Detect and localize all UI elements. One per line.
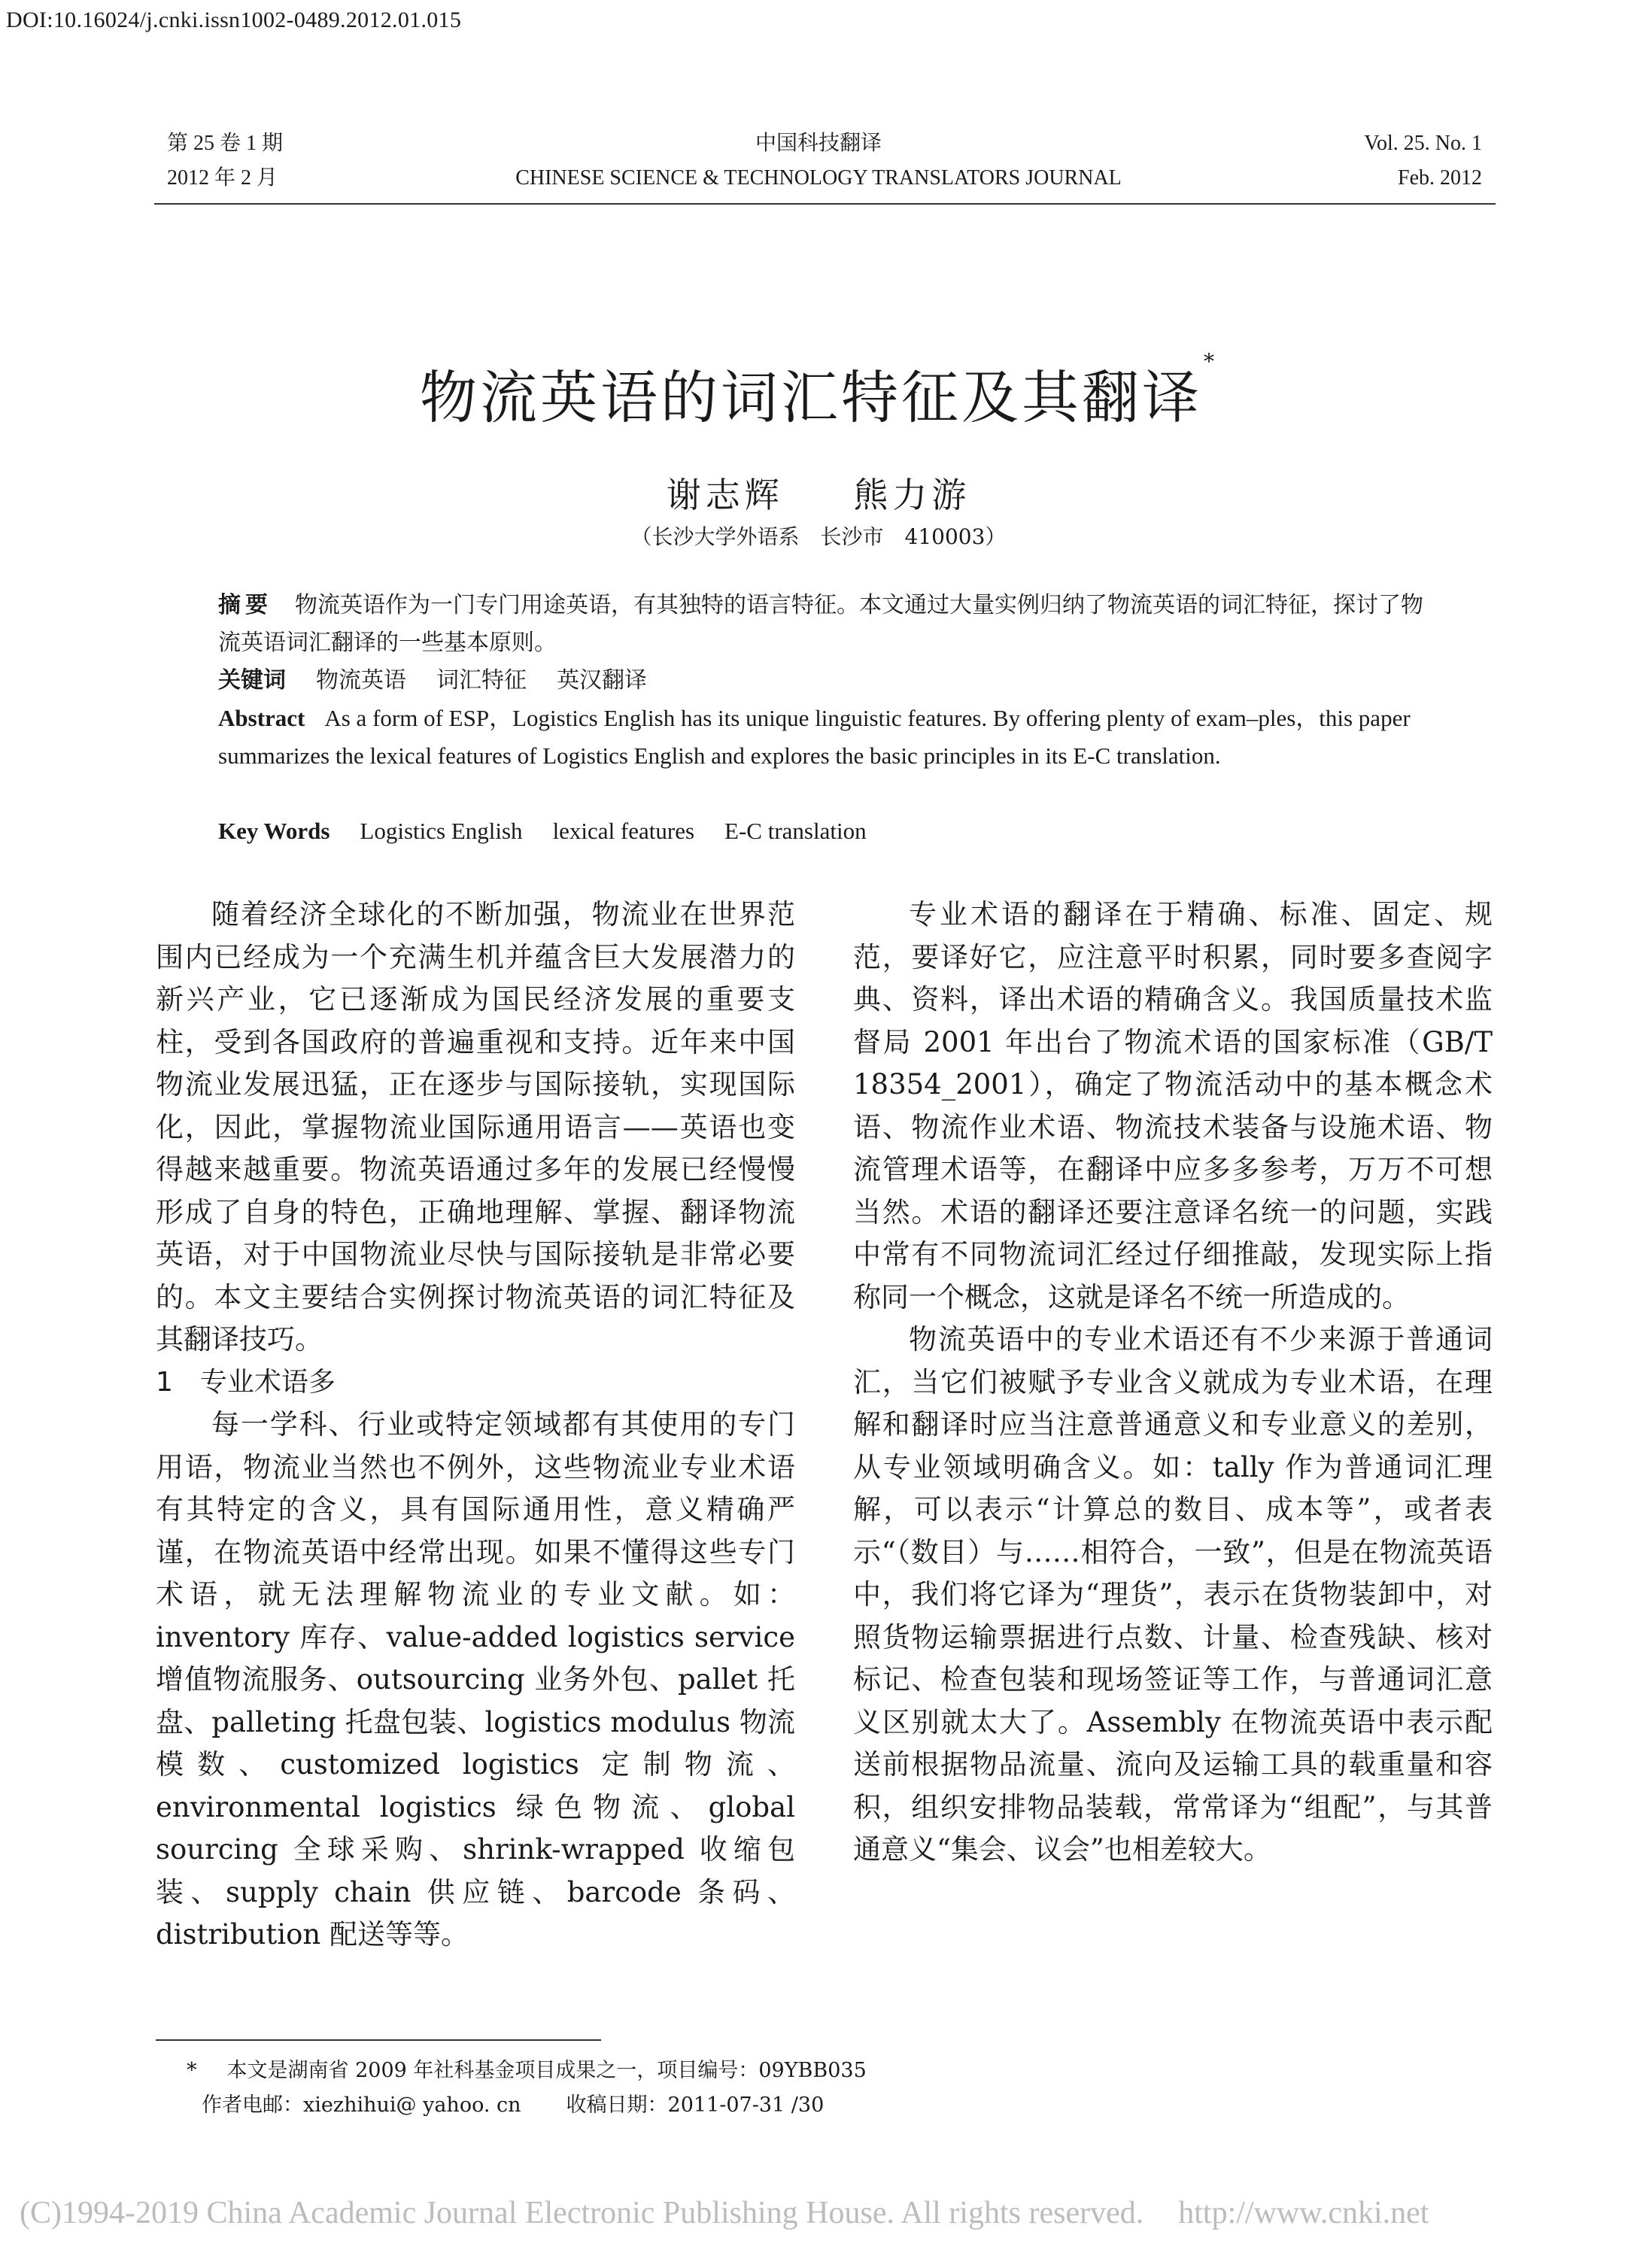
abstract-cn-text: 物流英语作为一门专门用途英语，有其独特的语言特征。本文通过大量实例归纳了物流英语的词汇特征，探讨了物流英语词汇翻译的一些基本原则。	[218, 592, 1423, 656]
keyword-item: lexical features	[552, 818, 695, 844]
received-date: 收稿日期：2011-07-31 /30	[566, 2093, 825, 2117]
section1-paragraph: 每一学科、行业或特定领域都有其使用的专门用语，物流业当然也不例外，这些物流业专业术语有其特定的含义，具有国际通用性，意义精确严谨，在物流英语中经常出现。如果不懂得这些专门术语，就无法理解物流业的专业文献。如：inventory 库存、value-added logistics service 增值物流服务、outsourcing 业务外包、pallet 托盘、palleting 托盘包装、logistics modulus 物流模数、customized logistics 定制物流、environmental logistics 绿色物流、global sourcing 全球采购、shrink-wrapped 收缩包装、supply chain 供应链、barcode 条码、distribution 配送等等。	[156, 1408, 795, 1951]
header-rule	[154, 203, 1496, 205]
right-column	[853, 894, 1493, 1872]
keywords-cn	[218, 662, 1431, 700]
author-name: 熊力游	[853, 475, 971, 515]
abstract-en-label: Abstract	[218, 705, 305, 731]
date-cn: 2012 年 2 月	[167, 166, 278, 190]
affiliation: （长沙大学外语系 长沙市 410003）	[630, 524, 1007, 549]
footnote-mark: *	[187, 2059, 197, 2082]
volume-cn: 第 25 卷 1 期	[167, 132, 284, 155]
body-paragraph: 专业术语的翻译在于精确、标准、固定、规范，要译好它，应注意平时积累，同时要多查阅字典、资料，译出术语的精确含义。我国质量技术监督局 2001 年出台了物流术语的国家标准（GB/T 18354_2001），确定了物流活动中的基本概念术语、物流作业术语、物流技术装备与设施术语、物流管理术语等，在翻译中应多多参考，万万不可想当然。术语的翻译还要注意译名统一的问题，实践中常有不同物流词汇经过仔细推敲，发现实际上指称同一个概念，这就是译名不统一所造成的。	[853, 898, 1493, 1313]
funding-text: 本文是湖南省 2009 年社科基金项目成果之一，项目编号：09YBB035	[226, 2059, 867, 2082]
keywords-en-label: Key Words	[218, 818, 330, 844]
author-email: 作者电邮：xiezhihui@ yahoo. cn	[202, 2093, 521, 2117]
copyright-notice	[20, 2195, 1429, 2231]
author-name: 谢志辉	[666, 475, 784, 515]
footnote-contact	[202, 2088, 869, 2123]
author-list	[0, 468, 1637, 518]
abstract-cn	[218, 587, 1431, 662]
paper-title	[0, 349, 1637, 434]
header-center	[436, 126, 1201, 196]
journal-name-en: CHINESE SCIENCE & TECHNOLOGY TRANSLATORS JOURNAL	[515, 166, 1122, 190]
keyword-item: 词汇特征	[436, 667, 527, 694]
section-number: 1	[156, 1366, 173, 1398]
keyword-item: Logistics English	[360, 818, 523, 844]
footnote-funding	[187, 2054, 867, 2088]
abstract-en	[218, 700, 1431, 775]
doi-line: DOI:10.16024/j.cnki.issn1002-0489.2012.01.015	[6, 8, 462, 32]
title-text: 物流英语的词汇特征及其翻译	[420, 364, 1202, 431]
left-column	[156, 894, 795, 1957]
volume-en: Vol. 25. No. 1	[1364, 132, 1482, 155]
cnki-link[interactable]: http://www.cnki.net	[1178, 2196, 1429, 2230]
keyword-item: 物流英语	[316, 667, 406, 694]
keyword-item: 英汉翻译	[557, 667, 647, 694]
intro-paragraph: 随着经济全球化的不断加强，物流业在世界范围内已经成为一个充满生机并蕴含巨大发展潜力的新兴产业，它已逐渐成为国民经济发展的重要支柱，受到各国政府的普遍重视和支持。近年来中国物流业发展迅猛，正在逐步与国际接轨，实现国际化，因此，掌握物流业国际通用语言——英语也变得越来越重要。物流英语通过多年的发展已经慢慢形成了自身的特色，正确地理解、掌握、翻译物流英语，对于中国物流业尽快与国际接轨是非常必要的。本文主要结合实例探讨物流英语的词汇特征及其翻译技巧。	[156, 898, 795, 1356]
abstract-cn-label: 摘要	[218, 592, 272, 618]
footnote-rule	[156, 2039, 601, 2041]
header-left	[167, 126, 283, 196]
header-right	[1279, 126, 1482, 196]
keywords-en	[218, 812, 1431, 850]
copyright-text: (C)1994-2019 China Academic Journal Electronic Publishing House. All rights reserved.	[20, 2196, 1144, 2230]
section-heading	[156, 1362, 795, 1404]
section-title: 专业术语多	[199, 1366, 336, 1398]
abstract-en-text: As a form of ESP，Logistics English has its unique linguistic features. By offering plenty of exam–ples，this paper summarizes the lexical features of Logistics English and explores the basic principles in its E-C translation.	[218, 705, 1411, 769]
date-en: Feb. 2012	[1398, 166, 1482, 190]
journal-name-cn: 中国科技翻译	[755, 132, 882, 155]
keywords-cn-label: 关键词	[218, 667, 286, 694]
body-paragraph: 物流英语中的专业术语还有不少来源于普通词汇，当它们被赋予专业含义就成为专业术语，在理解和翻译时应当注意普通意义和专业意义的差别，从专业领域明确含义。如：tally 作为普通词汇理解，可以表示“计算总的数目、成本等”，或者表示“（数目）与……相符合，一致”，但是在物流英语中，我们将它译为“理货”，表示在货物装卸中，对照货物运输票据进行点数、计量、检查残缺、核对标记、检查包装和现场签证等工作，与普通词汇意义区别就太大了。Assembly 在物流英语中表示配送前根据物品流量、流向及运输工具的载重量和容积，组织安排物品装载，常常译为“组配”，与其普通意义“集会、议会”也相差较大。	[853, 1323, 1493, 1866]
keyword-item: E-C translation	[724, 818, 867, 844]
title-footnote-mark: *	[1204, 349, 1217, 374]
